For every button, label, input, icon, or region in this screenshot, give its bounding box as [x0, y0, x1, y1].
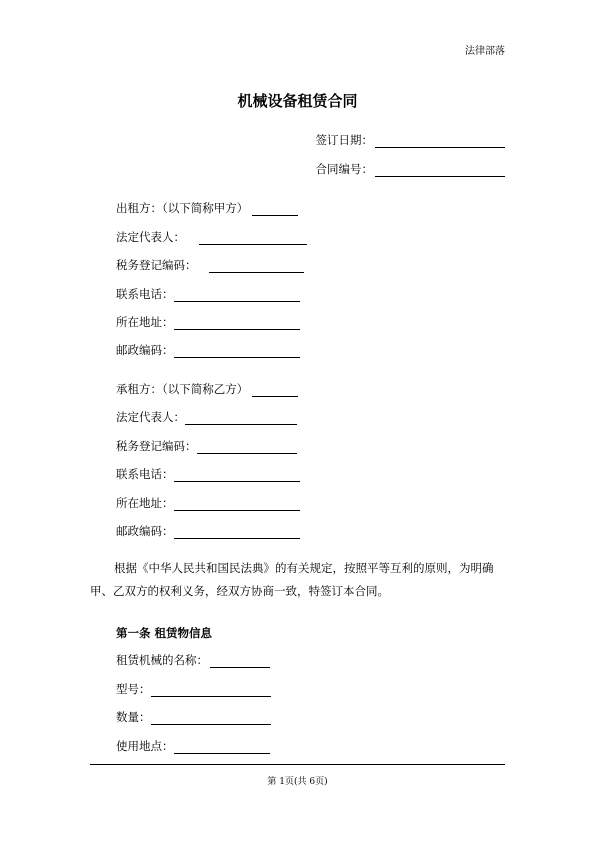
page-number: 第 1页(共 6页) [267, 777, 328, 787]
lease-name-label: 租赁机械的名称： [116, 653, 208, 667]
lessee-postcode-blank[interactable] [174, 525, 300, 539]
lessor-postcode-label: 邮政编码： [116, 343, 174, 357]
lessor-address-row [116, 314, 300, 330]
lessor-postcode-blank[interactable] [174, 344, 300, 358]
lessor-phone-blank[interactable] [174, 288, 300, 302]
lessee-tax-blank[interactable] [197, 440, 297, 454]
contract-no-row [316, 161, 506, 177]
lessee-tax-label: 税务登记编码： [116, 439, 197, 453]
lessor-party-blank[interactable] [252, 202, 298, 216]
quantity-blank[interactable] [151, 711, 271, 725]
sign-date-blank[interactable] [375, 134, 505, 148]
lessee-rep-blank[interactable] [185, 411, 297, 425]
quantity-row [116, 709, 271, 725]
lessor-rep-label: 法定代表人： [116, 230, 185, 244]
quantity-label: 数量： [116, 710, 151, 724]
lessor-rep-blank[interactable] [199, 231, 307, 245]
lessor-address-blank[interactable] [174, 316, 300, 330]
lease-name-blank[interactable] [210, 654, 270, 668]
lessee-tax-row [116, 438, 297, 454]
lessee-address-label: 所在地址： [116, 496, 174, 510]
article1-heading: 第一条 租赁物信息 [116, 626, 213, 640]
lessor-postcode-row [116, 342, 300, 358]
lessor-tax-row [116, 257, 304, 273]
lessee-postcode-row [116, 523, 300, 539]
location-row [116, 738, 270, 754]
lessee-phone-row [116, 466, 300, 482]
sign-date-row [316, 132, 506, 148]
lessor-party-row [116, 200, 298, 216]
lessee-rep-label: 法定代表人： [116, 410, 185, 424]
lessor-phone-label: 联系电话： [116, 287, 174, 301]
lessee-rep-row [116, 409, 297, 425]
contract-title: 机械设备租赁合同 [237, 92, 358, 110]
lessee-party-label: 承租方：（以下简称乙方） [116, 382, 249, 396]
lessee-party-blank[interactable] [252, 383, 298, 397]
lessor-party-label: 出租方：（以下简称甲方） [116, 201, 249, 215]
footer-divider [90, 764, 505, 765]
lessee-party-row [116, 381, 298, 397]
intro-paragraph: 根据《中华人民共和国民法典》的有关规定，按照平等互利的原则，为明确甲、乙双方的权利义务，经双方协商一致，特签订本合同。 [90, 561, 494, 598]
model-label: 型号： [116, 682, 151, 696]
contract-no-blank[interactable] [375, 163, 505, 177]
lessor-address-label: 所在地址： [116, 315, 174, 329]
lessee-address-row [116, 495, 300, 511]
lessee-postcode-label: 邮政编码： [116, 524, 174, 538]
contract-no-label: 合同编号： [315, 162, 373, 176]
location-blank[interactable] [174, 740, 270, 754]
lessee-address-blank[interactable] [174, 497, 300, 511]
model-row [116, 681, 271, 697]
location-label: 使用地点： [116, 739, 174, 753]
lessor-tax-blank[interactable] [209, 259, 304, 273]
lessee-phone-label: 联系电话： [116, 467, 174, 481]
header-brand: 法律部落 [465, 46, 505, 57]
model-blank[interactable] [151, 683, 271, 697]
lease-name-row [116, 652, 270, 668]
lessee-phone-blank[interactable] [174, 468, 300, 482]
lessor-tax-label: 税务登记编码： [116, 258, 197, 272]
lessor-phone-row [116, 286, 300, 302]
sign-date-label: 签订日期： [315, 133, 373, 147]
lessor-rep-row [116, 229, 307, 245]
